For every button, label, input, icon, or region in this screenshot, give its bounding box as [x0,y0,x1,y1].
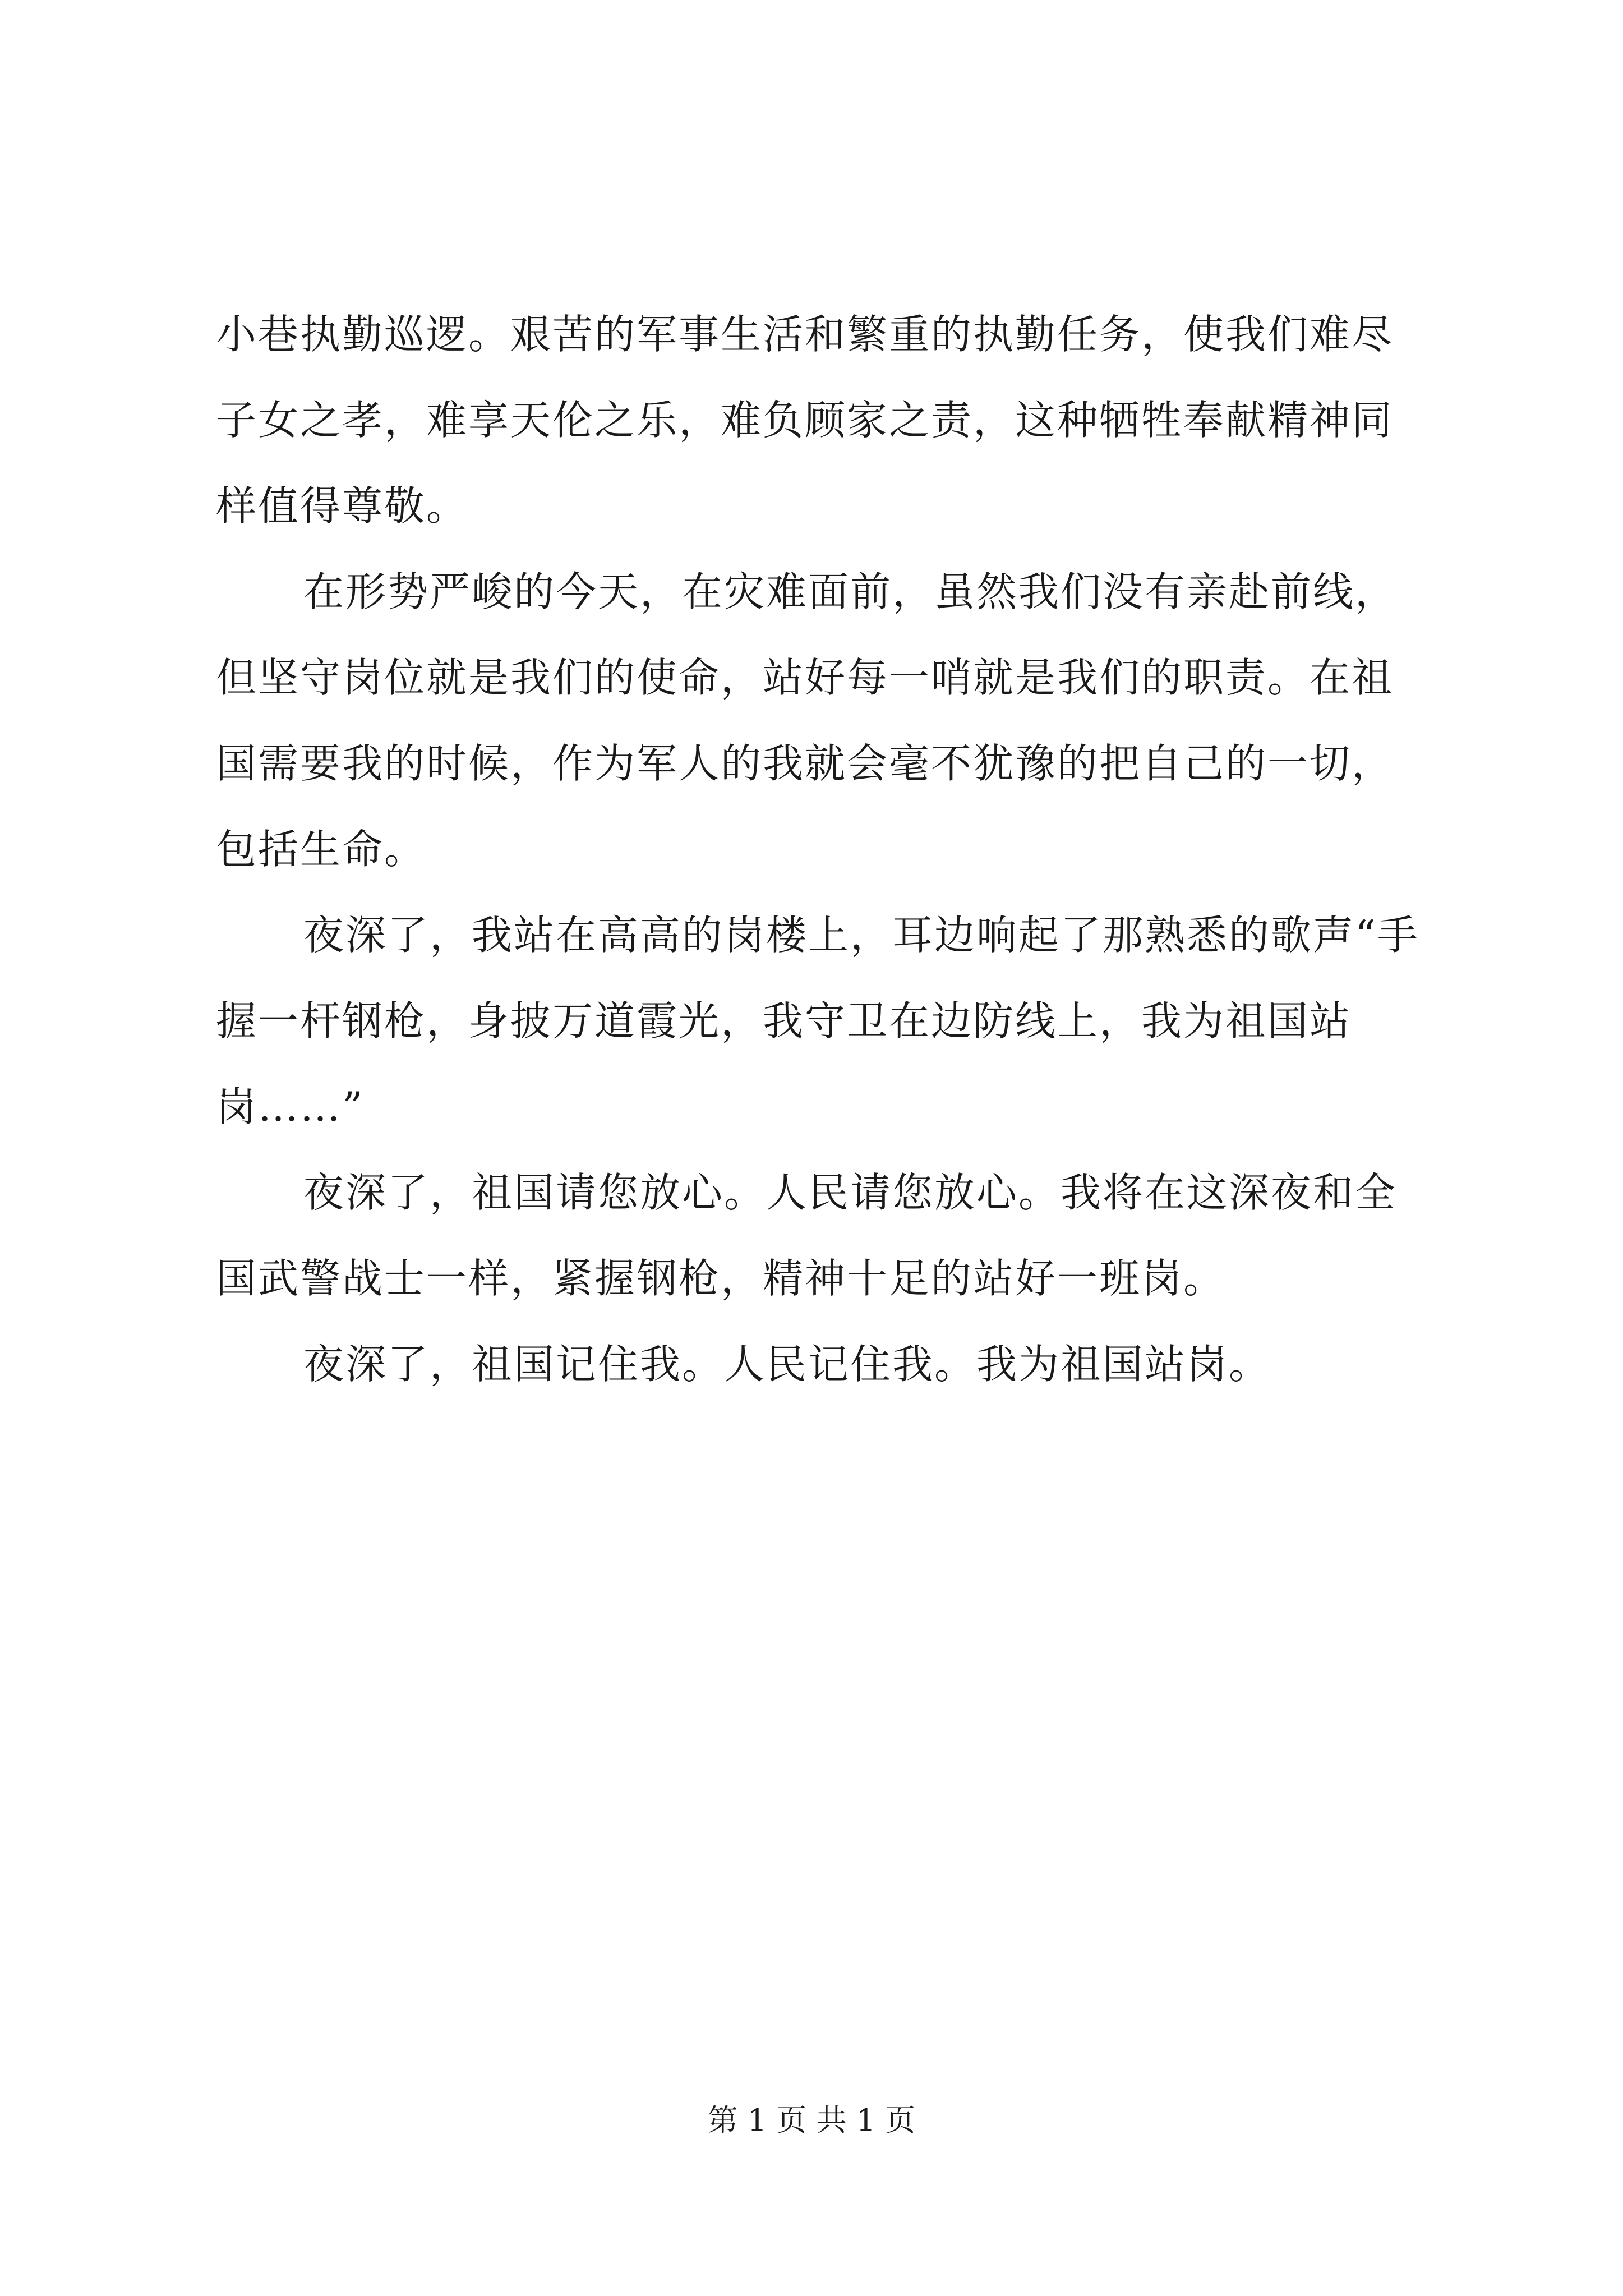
paragraph-5: 夜深了，祖国记住我。人民记住我。我为祖国站岗。 [303,1341,1271,1388]
paragraph-3: 夜深了，我站在高高的岗楼上，耳边响起了那熟悉的歌声“手握一杆钢枪，身披万道霞光，我守卫在边防线上，我为祖国站岗……” [216,912,1419,1130]
paragraph-4: 夜深了，祖国请您放心。人民请您放心。我将在这深夜和全国武警战士一样，紧握钢枪，精神十足的站好一班岗。 [216,1169,1398,1302]
paragraph-2: 在形势严峻的今天，在灾难面前，虽然我们没有亲赴前线，但坚守岗位就是我们的使命，站好每一哨就是我们的职责。在祖国需要我的时候，作为军人的我就会毫不犹豫的把自己的一切，包括生命。 [216,568,1398,873]
paragraph-1: 小巷执勤巡逻。艰苦的军事生活和繁重的执勤任务，使我们难尽子女之孝，难享天伦之乐，难负顾家之责，这种牺牲奉献精神同样值得尊敬。 [216,311,1394,530]
page-footer [0,2098,1623,2143]
document-body [216,292,1427,1407]
page-number: 第 1 页 共 1 页 [707,2102,916,2138]
